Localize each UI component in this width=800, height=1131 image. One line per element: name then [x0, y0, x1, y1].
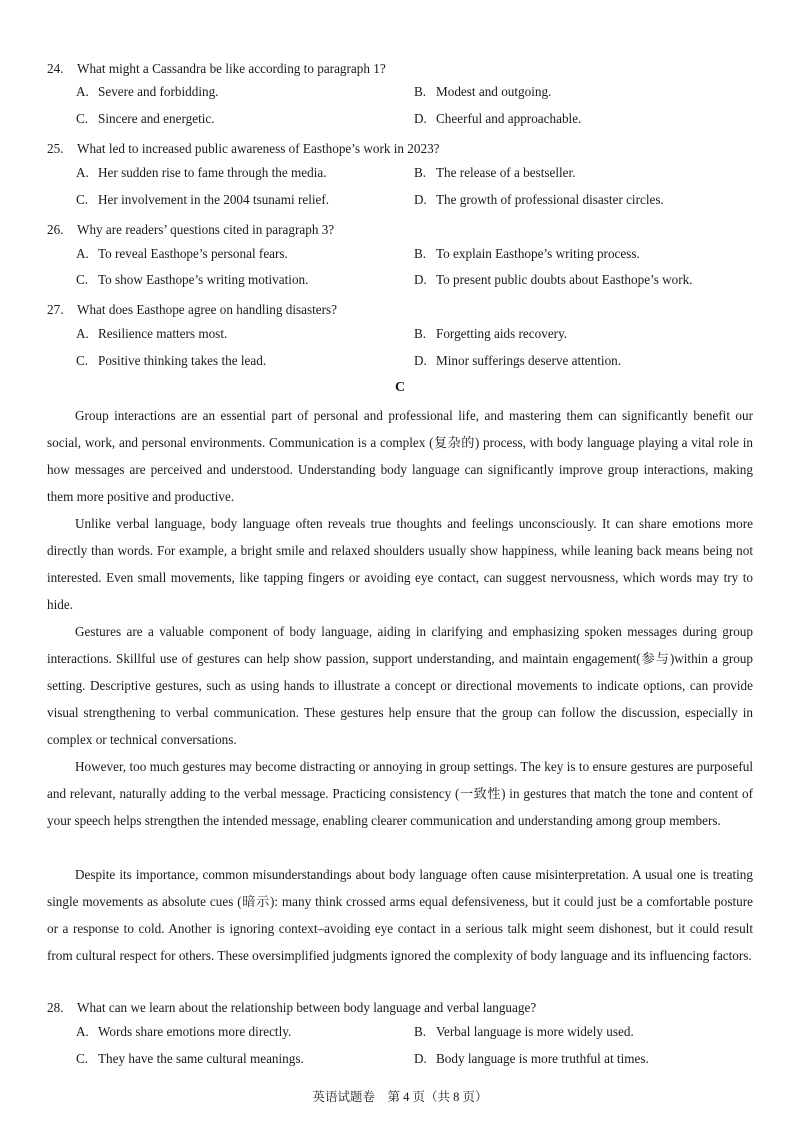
option-text: Her involvement in the 2004 tsunami relief. — [98, 192, 330, 207]
question-text: Why are readers’ questions cited in paragraph 3? — [77, 222, 335, 237]
option-text: Verbal language is more widely used. — [436, 1024, 634, 1039]
option-text: Her sudden rise to fame through the media. — [98, 165, 327, 180]
option-letter: B. — [414, 84, 427, 99]
option-c — [76, 192, 329, 208]
option-text: To present public doubts about Easthope’s work. — [436, 272, 693, 287]
option-letter: C. — [76, 192, 89, 207]
option-text: Minor sufferings deserve attention. — [436, 353, 622, 368]
option-text: To show Easthope’s writing motivation. — [98, 272, 309, 287]
question-27-stem — [47, 302, 337, 318]
question-number: 24. — [47, 61, 64, 76]
question-text: What can we learn about the relationship between body language and verbal language? — [77, 1000, 537, 1015]
passage-paragraph-3: Gestures are a valuable component of body language, aiding in clarifying and emphasizing spoken messages during group interactions. Skillful use of gestures can help show passion, support understanding, and maintain engagement(参与)within a group setting. Descriptive gestures, such as using hands to illustrate a concept or directional movements to indicate options, can provide visual strengthening to verbal communication. These gestures help ensure that the group can follow the discussion, especially in complex or technical conversations. — [47, 624, 753, 747]
question-number: 28. — [47, 1000, 64, 1015]
option-letter: C. — [76, 111, 89, 126]
question-number: 25. — [47, 141, 64, 156]
option-a — [76, 84, 218, 100]
option-c — [76, 272, 308, 288]
option-b — [414, 1024, 634, 1040]
option-a — [76, 246, 288, 262]
question-text: What does Easthope agree on handling disasters? — [77, 302, 338, 317]
passage-paragraph-4: However, too much gestures may become distracting or annoying in group settings. The key is to ensure gestures are purposeful and relevant, naturally adding to the verbal message. Practicing consistency (一致性) in gestures that match the tone and content of your speech helps strengthen the intended message, enabling clearer communication and understanding among group members. — [47, 759, 753, 828]
option-c — [76, 1051, 304, 1067]
option-text: Severe and forbidding. — [98, 84, 219, 99]
page-footer: 英语试题卷 第 4 页（共 8 页） — [312, 1090, 488, 1104]
option-letter: B. — [414, 165, 427, 180]
option-text: Positive thinking takes the lead. — [98, 353, 267, 368]
option-text: The growth of professional disaster circles. — [436, 192, 664, 207]
option-text: Sincere and energetic. — [98, 111, 215, 126]
passage-paragraph-1: Group interactions are an essential part of personal and professional life, and mastering them can significantly benefit our social, work, and personal environments. Communication is a complex (复杂的) process, with body language playing a vital role in how messages are perceived and understood. Understanding body language can significantly improve group interactions, making them more positive and productive. — [47, 408, 753, 504]
option-d — [414, 272, 693, 288]
option-text: Resilience matters most. — [98, 326, 228, 341]
option-letter: A. — [76, 246, 89, 261]
option-letter: A. — [76, 165, 89, 180]
option-text: They have the same cultural meanings. — [98, 1051, 304, 1066]
option-letter: A. — [76, 84, 89, 99]
option-text: To explain Easthope’s writing process. — [436, 246, 640, 261]
option-text: To reveal Easthope’s personal fears. — [98, 246, 288, 261]
option-letter: A. — [76, 1024, 89, 1039]
option-letter: B. — [414, 1024, 427, 1039]
option-text: Cheerful and approachable. — [436, 111, 582, 126]
option-d — [414, 353, 621, 369]
option-letter: B. — [414, 326, 427, 341]
option-text: Modest and outgoing. — [436, 84, 552, 99]
option-letter: C. — [76, 272, 89, 287]
option-letter: D. — [414, 353, 427, 368]
option-text: Forgetting aids recovery. — [436, 326, 568, 341]
option-d — [414, 1051, 649, 1067]
option-letter: D. — [414, 111, 427, 126]
option-letter: D. — [414, 1051, 427, 1066]
question-text: What led to increased public awareness of Easthope’s work in 2023? — [77, 141, 440, 156]
option-b — [414, 84, 551, 100]
option-letter: A. — [76, 326, 89, 341]
option-letter: C. — [76, 1051, 89, 1066]
option-letter: C. — [76, 353, 89, 368]
option-letter: D. — [414, 192, 427, 207]
option-b — [414, 165, 576, 181]
question-25-stem — [47, 141, 440, 157]
question-24-stem — [47, 61, 386, 77]
question-26-stem — [47, 222, 334, 238]
question-number: 26. — [47, 222, 64, 237]
option-d — [414, 111, 581, 127]
question-number: 27. — [47, 302, 64, 317]
passage-paragraph-2: Unlike verbal language, body language often reveals true thoughts and feelings unconsciously. It can share emotions more directly than words. For example, a bright smile and relaxed shoulders usually show happiness, while leaning back means being not interested. Even small movements, like tapping fingers or avoiding eye contact, can suggest nervousness, which words may try to hide. — [47, 516, 753, 612]
option-letter: D. — [414, 272, 427, 287]
option-a — [76, 326, 227, 342]
section-title: C — [394, 380, 406, 395]
option-c — [76, 111, 215, 127]
option-b — [414, 326, 567, 342]
question-28-stem — [47, 1000, 536, 1016]
question-text: What might a Cassandra be like according to paragraph 1? — [77, 61, 386, 76]
option-a — [76, 1024, 291, 1040]
option-d — [414, 192, 664, 208]
option-c — [76, 353, 266, 369]
option-text: Body language is more truthful at times. — [436, 1051, 649, 1066]
option-a — [76, 165, 327, 181]
passage-paragraph-5: Despite its importance, common misunderstandings about body language often cause misinterpretation. A usual one is treating single movements as absolute cues (暗示): many think crossed arms equal defensiveness, but it could just be a comfortable posture or a response to cold. Another is ignoring context–avoiding eye contact in a serious talk might seem dishonest, but it could result from cultural respect for others. These oversimplified judgments ignored the complexity of body language and its influencing factors. — [47, 867, 753, 963]
option-letter: B. — [414, 246, 427, 261]
option-text: Words share emotions more directly. — [98, 1024, 292, 1039]
option-text: The release of a bestseller. — [436, 165, 576, 180]
option-b — [414, 246, 640, 262]
